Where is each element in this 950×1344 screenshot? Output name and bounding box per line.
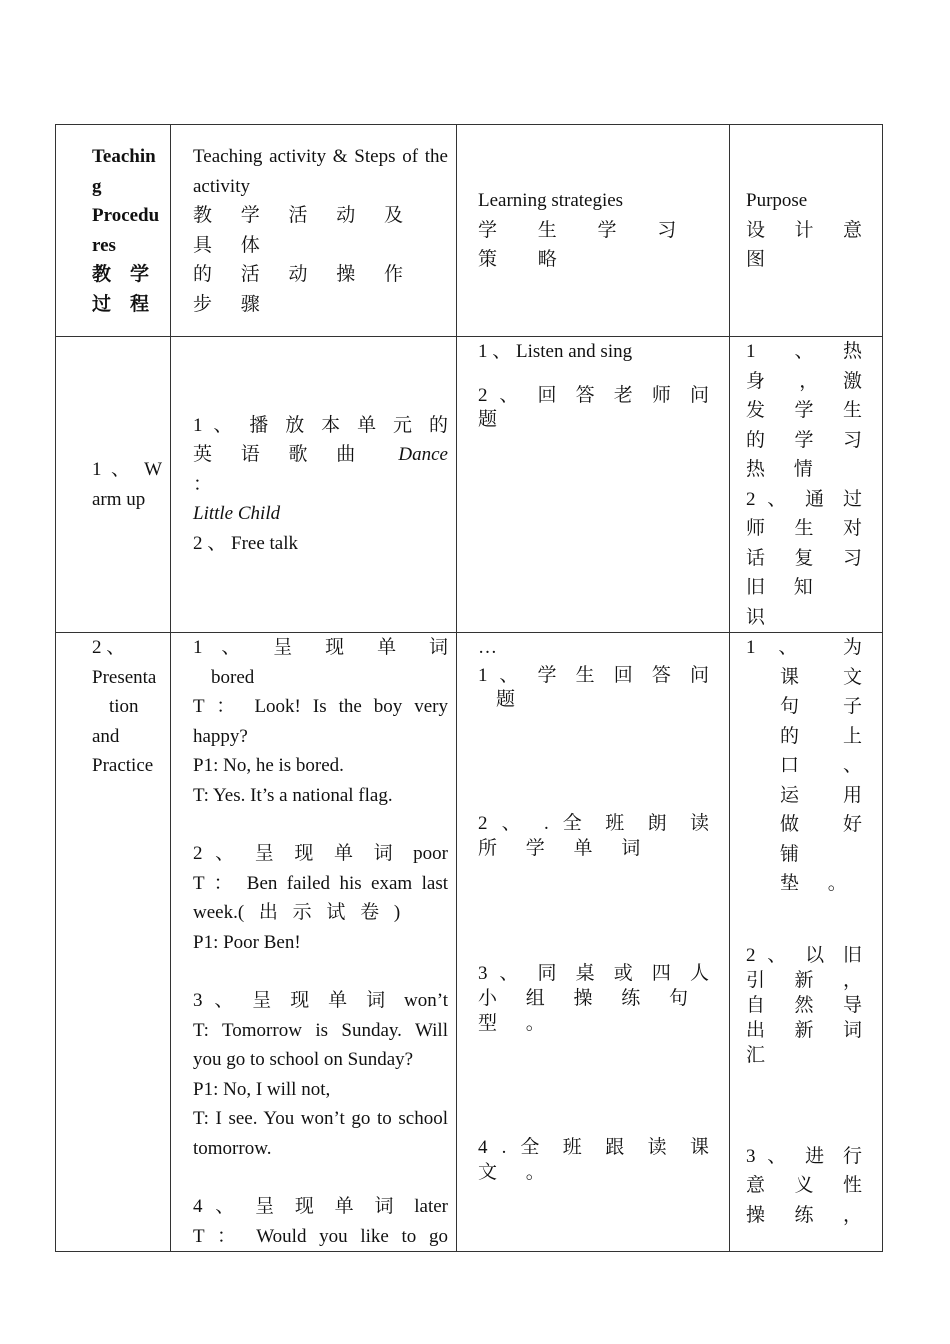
warmup-purpose-line: 身 ， 激 — [746, 370, 862, 392]
presentation-strategies-line: 题 — [496, 688, 516, 710]
header-procedures-line: Teachin — [92, 146, 156, 167]
header-procedures-line: res — [92, 234, 116, 256]
warmup-activity-song-label: 英 语 歌 曲 ： — [193, 444, 368, 495]
warmup-purpose-line: 师 生 对 — [746, 518, 862, 539]
warmup-purpose-line: 1 、 热 — [746, 341, 862, 362]
warmup-strategies-line: 2 、 回 答 老 师 问 — [478, 384, 709, 406]
presentation-purpose-line: 口 、 — [780, 755, 862, 776]
presentation-procedure-line: 2 、 — [92, 637, 126, 658]
presentation-purpose-line: 垫 。 — [780, 873, 859, 894]
warmup-purpose-line: 的 学 习 — [746, 429, 862, 451]
presentation-strategies-line: 文 。 — [478, 1161, 557, 1183]
warmup-procedure-cell — [56, 337, 171, 633]
header-purpose-line: Purpose — [746, 190, 808, 212]
presentation-strategies-line: 1 、 学 生 回 答 问 — [478, 664, 709, 686]
presentation-procedure-cell — [56, 633, 171, 1252]
warmup-procedure-line: arm up — [92, 488, 146, 510]
presentation-activity-line: 1 、 呈 现 单 词 — [193, 637, 448, 658]
presentation-activity-line: happy? — [193, 725, 248, 747]
header-row — [56, 125, 883, 337]
warmup-purpose-line: 热 情 — [746, 459, 825, 480]
presentation-strategies-line: 所 学 单 词 — [478, 837, 653, 859]
presentation-activity-line: T ： Look! Is the boy very — [193, 696, 448, 717]
header-strategies-line: Learning strategies — [478, 190, 624, 212]
presentation-purpose-line: 做 好 — [780, 814, 862, 835]
spacer — [193, 1163, 448, 1192]
presentation-procedure-line: Practice — [92, 755, 154, 776]
warmup-activity-song-title-end: Little Child — [193, 503, 281, 525]
spacer — [746, 1068, 862, 1142]
presentation-procedure-line: tion — [109, 696, 139, 717]
presentation-activity-line: T: I see. You won’t go to school — [193, 1108, 448, 1129]
presentation-purpose-line: 引 新 ， — [746, 969, 862, 991]
presentation-strategies-line: 3 、 同 桌 或 四 人 — [478, 962, 709, 984]
warmup-activity-song-title-start: Dance — [398, 444, 448, 466]
header-purpose-line: 图 — [746, 249, 766, 271]
presentation-activity-line: P1: No, I will not, — [193, 1078, 331, 1100]
header-activity-line: 教 学 活 动 及 具 体 — [193, 205, 416, 256]
presentation-activity-line: P1: No, he is bored. — [193, 755, 344, 776]
warmup-row — [56, 337, 883, 633]
spacer — [193, 810, 448, 839]
presentation-procedure-line: Presenta — [92, 666, 157, 688]
presentation-purpose-line: 2 、 以 旧 — [746, 944, 862, 966]
header-purpose-cell — [730, 125, 883, 337]
presentation-activity-line: T ： Would you like to go — [193, 1225, 448, 1247]
spacer — [478, 861, 709, 961]
presentation-row — [56, 633, 883, 1252]
warmup-activity-cell — [171, 337, 457, 633]
header-purpose-line: 设 计 意 — [746, 219, 862, 241]
presentation-activity-line: bored — [211, 666, 255, 688]
warmup-purpose-line: 话 复 习 — [746, 547, 862, 569]
presentation-purpose-line: 出 新 词 — [746, 1019, 862, 1041]
header-procedures-line: Procedu — [92, 205, 160, 226]
presentation-purpose-line: 意 义 性 — [746, 1175, 862, 1196]
header-procedures-line: 教 学 — [92, 264, 150, 285]
presentation-purpose-line: 铺 — [780, 843, 800, 865]
presentation-activity-line: P1: Poor Ben! — [193, 931, 301, 953]
teaching-plan-table — [55, 124, 883, 1252]
warmup-strategies-cell — [457, 337, 730, 633]
presentation-purpose-line: 自 然 导 — [746, 994, 862, 1016]
spacer — [478, 1036, 709, 1135]
header-procedures-line: 过 程 — [92, 293, 150, 315]
spacer — [478, 367, 709, 383]
spacer — [193, 957, 448, 986]
presentation-activity-line: T: Tomorrow is Sunday. Will — [193, 1019, 448, 1041]
presentation-activity-cell — [171, 633, 457, 1252]
presentation-purpose-line: 汇 — [746, 1044, 766, 1066]
presentation-strategies-line: 4 . 全 班 跟 读 课 — [478, 1136, 709, 1158]
presentation-purpose-cell — [730, 633, 883, 1252]
presentation-activity-line: tomorrow. — [193, 1137, 272, 1159]
presentation-activity-line: 2 、 呈 现 单 词 poor — [193, 843, 448, 864]
warmup-strategies-line: 1 、 Listen and sing — [478, 341, 633, 362]
presentation-activity-line: week.( 出 示 试 卷 ) — [193, 902, 401, 923]
presentation-purpose-line: 1 、 为 — [746, 637, 862, 658]
presentation-purpose-line: 运 用 — [780, 784, 862, 806]
header-activity-line: 的 活 动 操 作 步 骤 — [193, 264, 416, 315]
presentation-activity-line: T ： Ben failed his exam last — [193, 872, 448, 894]
presentation-strategies-cell — [457, 633, 730, 1252]
warmup-purpose-line: 旧 知 识 — [746, 577, 825, 628]
presentation-purpose-line: 3 、 进 行 — [746, 1145, 862, 1167]
spacer — [478, 711, 709, 811]
presentation-purpose-line: 操 练 ， — [746, 1204, 862, 1226]
header-activity-line: Teaching activity & Steps of the — [193, 146, 448, 167]
header-procedures-cell — [56, 125, 171, 337]
warmup-purpose-cell — [730, 337, 883, 633]
warmup-procedure-line: 1 、 W — [92, 459, 162, 480]
warmup-purpose-line: 发 学 生 — [746, 400, 862, 421]
warmup-purpose-line: 2 、 通 过 — [746, 488, 862, 510]
presentation-activity-line: 3 、 呈 现 单 词 won’t — [193, 990, 448, 1011]
warmup-strategies-line: 题 — [478, 408, 498, 430]
presentation-procedure-line: and — [92, 725, 120, 747]
presentation-activity-line: T: Yes. It’s a national flag. — [193, 784, 393, 806]
presentation-activity-line: 4 、 呈 现 单 词 later — [193, 1196, 448, 1217]
header-strategies-cell — [457, 125, 730, 337]
header-procedures-line: g — [92, 175, 102, 197]
presentation-strategies-line: 小 组 操 练 句 型 。 — [478, 987, 701, 1034]
presentation-strategies-line: 2 、 . 全 班 朗 读 — [478, 812, 709, 834]
presentation-strategies-line: … — [478, 637, 497, 658]
spacer — [746, 899, 862, 943]
presentation-activity-line: you go to school on Sunday? — [193, 1049, 414, 1070]
warmup-activity-line: 1 、 播 放 本 单 元 的 — [193, 414, 448, 436]
presentation-purpose-line: 课 文 — [780, 666, 862, 688]
warmup-activity-line: 2 、 Free talk — [193, 532, 299, 554]
presentation-purpose-line: 句 子 — [780, 696, 862, 717]
warmup-activity-song-line — [193, 440, 448, 499]
header-activity-line: activity — [193, 175, 250, 197]
header-strategies-line: 学 生 学 习 策 略 — [478, 219, 695, 271]
header-activity-cell — [171, 125, 457, 337]
presentation-purpose-line: 的 上 — [780, 725, 862, 747]
